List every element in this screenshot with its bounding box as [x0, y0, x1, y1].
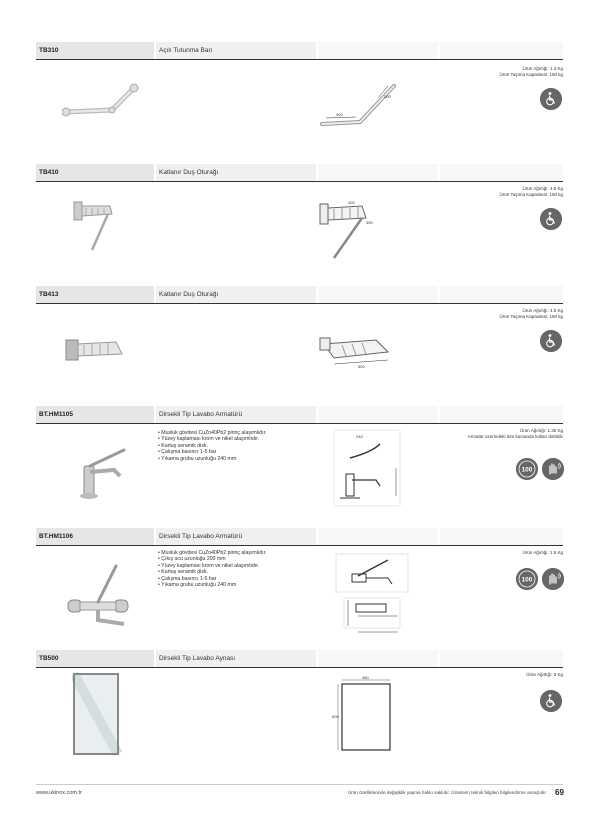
- wall-seat-photo: [62, 332, 142, 372]
- product-weight: Ürün Ağırlığı: 4.5 Kg Ürün Taşıma Kapasitesi: 150 kg: [499, 186, 563, 197]
- product-code: TB413: [36, 286, 154, 303]
- wheelchair-icon: [540, 208, 562, 230]
- svg-text:450: 450: [362, 676, 369, 680]
- product-header: [36, 42, 563, 60]
- mirror-photo: [72, 672, 122, 758]
- shower-seat-photo: [68, 198, 148, 258]
- footer-note: Ürün özelliklerinde değişiklik yapma hakkı saklıdır. Ürünlerin teknik bilgileri bilgilendirme amaçlıdır.: [347, 790, 547, 795]
- product-name: Dirsekli Tip Lavabo Aynası: [156, 650, 316, 667]
- product-name: Katlanır Duş Oturağı: [156, 164, 316, 181]
- product-features: • Musluk gövdesi CuZn40Pb2 pirinç alaşımlıdır. • Yüzey kaplaması krom ve nikel alaşımlıdır. • Kartuş seramik disk. • Çalışma basıncı 1-5 bar • Yıkama grubu uzunluğu 240 mm: [158, 430, 338, 462]
- svg-text:100: 100: [521, 576, 533, 584]
- product-header: [36, 286, 563, 304]
- product-code: BT.HM1106: [36, 528, 154, 545]
- product-features: • Musluk gövdesi CuZn40Pb2 pirinç alaşımlıdır. • Çıkış ucu uzunluğu 200 mm • Yüzey kaplaması krom ve nikel alaşımlıdır. • Kartuş seramik disk. • Çalışma basıncı 1-5 bar • Yıkama grubu uzunluğu 240 mm: [158, 550, 338, 588]
- faucet-photo: [64, 436, 144, 506]
- product-code: TB310: [36, 42, 154, 59]
- svg-text:300: 300: [384, 94, 391, 99]
- product-section: [36, 406, 563, 474]
- product-header: [36, 650, 563, 668]
- product-code: BT.HM1105: [36, 406, 154, 423]
- product-code: TB410: [36, 164, 154, 181]
- svg-text:100: 100: [521, 466, 533, 474]
- wheelchair-icon: [540, 330, 562, 352]
- product-section: [36, 286, 563, 369]
- wheelchair-icon: [540, 88, 562, 110]
- product-section: [36, 42, 563, 117]
- svg-text:500: 500: [358, 364, 365, 369]
- product-weight: Ürün Ağırlığı: 1.5 Kg: [522, 550, 563, 555]
- product-weight: Ürün Ağırlığı: 1.4 Kg Ürün Taşıma Kapasitesi: 150 kg: [499, 66, 563, 77]
- product-name: Katlanır Duş Oturağı: [156, 286, 316, 303]
- wall-faucet-drawing: [328, 550, 412, 640]
- grab-bar-photo: [62, 82, 142, 122]
- svg-text:400: 400: [348, 200, 355, 205]
- product-name: Dirsekli Tip Lavabo Armatürü: [156, 406, 316, 423]
- wall-faucet-photo: [62, 554, 148, 634]
- product-header: [36, 528, 563, 546]
- 100-badge-icon: [516, 568, 538, 590]
- hand-touch-icon: [542, 458, 564, 480]
- hand-touch-icon: [542, 568, 564, 590]
- footer-divider: [36, 784, 563, 785]
- product-section: [36, 650, 563, 719]
- grab-bar-drawing: [316, 78, 406, 138]
- svg-text:600: 600: [332, 714, 339, 719]
- product-weight: Ürün Ağırlığı: 1.35 Kg Armatür üzerindeki tüm kumanda kolları dahildir: [467, 428, 563, 439]
- svg-text:350: 350: [366, 220, 373, 225]
- product-header: [36, 406, 563, 424]
- page-number: 69: [555, 788, 564, 797]
- product-section: [36, 528, 563, 589]
- footer-website[interactable]: www.ukinox.com.tr: [36, 790, 82, 796]
- svg-text:300: 300: [336, 112, 343, 117]
- shower-seat-drawing: [318, 198, 398, 264]
- product-section: [36, 164, 563, 225]
- 100-badge-icon: [516, 458, 538, 480]
- product-name: Dirsekli Tip Lavabo Armatürü: [156, 528, 316, 545]
- faucet-drawing: [332, 428, 412, 510]
- svg-text:240: 240: [356, 434, 363, 439]
- product-weight: Ürün Ağırlığı: 4.5 Kg Ürün Taşıma Kapasitesi: 150 kg: [499, 308, 563, 319]
- wheelchair-icon: [540, 690, 562, 712]
- product-header: [36, 164, 563, 182]
- product-name: Açılı Tutunma Barı: [156, 42, 316, 59]
- product-weight: Ürün Ağırlığı: 3 Kg: [526, 672, 563, 677]
- wall-seat-drawing: [316, 330, 406, 370]
- product-code: TB500: [36, 650, 154, 667]
- mirror-drawing: [332, 676, 400, 758]
